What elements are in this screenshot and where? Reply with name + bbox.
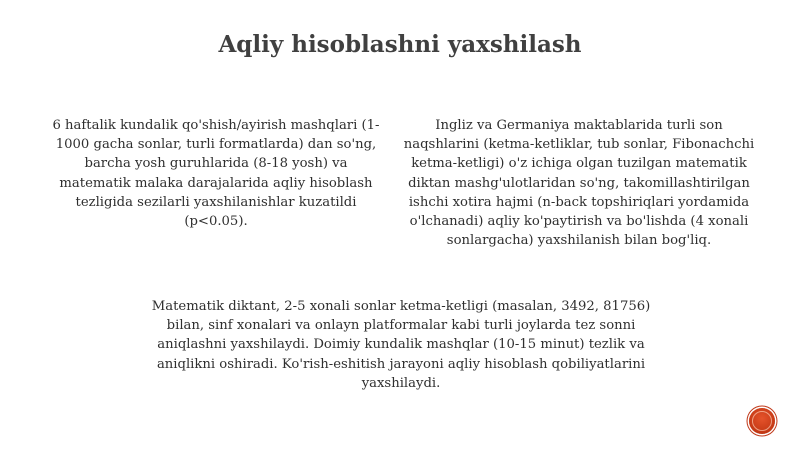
slide-nav-button[interactable] (749, 408, 775, 434)
left-paragraph: 6 haftalik kundalik qo'shish/ayirish mashqlari (1-1000 gacha sonlar, turli formatlarda) dan so'ng, barcha yosh guruhlarida (8-18 yosh) va matematik malaka darajalarida aqliy hisoblash tezligida sezilarli yaxshilanishlar kuzatildi (p<0.05). (52, 118, 380, 230)
slide-title: Aqliy hisoblashni yaxshilash (218, 31, 582, 58)
bottom-paragraph: Matematik diktant, 2-5 xonali sonlar ketma-ketligi (masalan, 3492, 81756) bilan, sinf xonalari va onlayn platformalar kabi turli joylarda tez sonni aniqlashni yaxshilaydi. Doimiy kundalik mashqlar (10-15 minut) tezlik va aniqlikni oshiradi. Ko'rish-eshitish jarayoni aqliy hisoblash qobiliyatlarini yaxshilaydi. (151, 299, 651, 391)
circle-nav-button-icon (752, 411, 772, 431)
right-paragraph: Ingliz va Germaniya maktablarida turli son naqshlarini (ketma-ketliklar, tub sonlar, Fibonachchi ketma-ketligi) o'z ichiga olgan tuzilgan matematik diktan mashg'ulotlaridan so'ng, takomillashtirilgan ishchi xotira hajmi (n-back topshiriqlari yordamida o'lchanadi) aqliy ko'paytirish va bo'lishda (4 xonali sonlargacha) yaxshilanish bilan bog'liq. (403, 118, 755, 249)
